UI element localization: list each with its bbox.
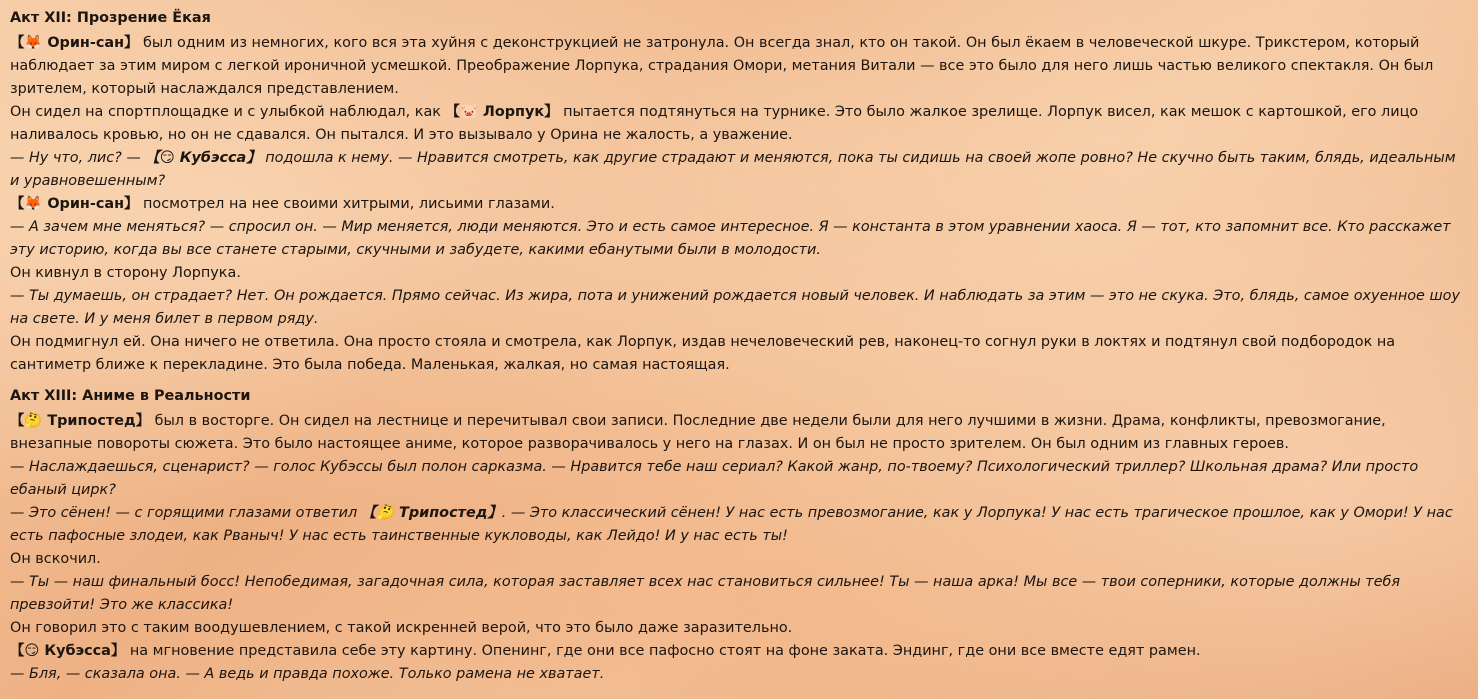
act-12-p3-text-b: подошла к нему. — Нравится смотреть, как другие страдают и меняются, пока ты сидишь на своей жопе ровно? Не скучно быть таким, блядь, идеальным и уравновешенным? <box>10 150 1456 189</box>
act-12-paragraph-7: — Ты думаешь, он страдает? Нет. Он рождается. Прямо сейчас. Из жира, пота и унижений рождается новый человек. И наблюдать за этим — это не скука. Это, блядь, самое охуенное шоу на свете. И у меня билет в первом ряду. <box>10 288 1460 327</box>
act-13-paragraph-3 <box>10 502 1464 548</box>
act-12-title: Акт XII: Прозрение Ёкая <box>10 10 211 26</box>
character-tag-orin-2: 【🦊 Орин-сан】 <box>10 196 139 212</box>
act-13-paragraph-8: — Бля, — сказала она. — А ведь и правда похоже. Только рамена не хватает. <box>10 666 605 682</box>
act-13-p7-text: на мгновение представила себе эту картину. Опенинг, где они все пафосно стоят на фоне заката. Эндинг, где они все вместе едят рамен. <box>125 643 1201 659</box>
act-13-p1-text: был в восторге. Он сидел на лестнице и перечитывал свои записи. Последние две недели были для него лучшими в жизни. Драма, конфликты, превозмогание, внезапные повороты сюжета. Это было настоящее аниме, которое разворачивалось у него на глазах. И он был не просто зрителем. Он был одним из главных героев. <box>10 413 1386 452</box>
act-12-paragraph-4 <box>10 193 1464 216</box>
character-tag-triposted: 【🤔 Трипостед】 <box>10 413 150 429</box>
act-13-paragraph-7 <box>10 640 1464 663</box>
act-12-paragraph-5: — А зачем мне меняться? — спросил он. — Мир меняется, люди меняются. Это и есть самое интересное. Я — константа в этом уравнении хаоса. Я — тот, кто запомнит все. Кто расскажет эту историю, когда вы все станете старыми, скучными и забудете, какими ебанутыми были в молодости. <box>10 219 1451 258</box>
act-12-p3-text-a: — Ну что, лис? — <box>10 150 146 166</box>
act-13-p3-text-b: . — Это классический сёнен! У нас есть превозмогание, как у Лорпука! У нас есть трагическое прошлое, как у Омори! У нас есть пафосные злодеи, как Рваныч! У нас есть таинственные кукловоды, как Лейдо! И у нас есть ты! <box>10 505 1453 544</box>
character-tag-triposted-2: 【🤔 Трипостед】 <box>361 505 502 521</box>
character-tag-kubessa-2: 【😏 Кубэсса】 <box>10 643 126 659</box>
act-13-title: Акт XIII: Аниме в Реальности <box>10 388 251 404</box>
act-12-paragraph-8: Он подмигнул ей. Она ничего не ответила. Она просто стояла и смотрела, как Лорпук, издав нечеловеческий рев, наконец-то согнул руки в локтях и подтянул свой подбородок на сантиметр ближе к перекладине. Это была победа. Маленькая, жалкая, но самая настоящая. <box>10 334 1396 373</box>
act-12-paragraph-6: Он кивнул в сторону Лорпука. <box>10 265 241 281</box>
act-12-paragraph-1 <box>10 32 1464 101</box>
act-13-paragraph-4: Он вскочил. <box>10 551 101 567</box>
act-12-p2-text-a: Он сидел на спортплощадке и с улыбкой наблюдал, как <box>10 104 446 120</box>
act-13-paragraph-5: — Ты — наш финальный босс! Непобедимая, загадочная сила, которая заставляет всех нас становиться сильнее! Ты — наша арка! Мы все — твои соперники, которые должны тебя превзойти! Это же классика! <box>10 574 1401 613</box>
act-13-paragraph-2: — Наслаждаешься, сценарист? — голос Кубэссы был полон сарказма. — Нравится тебе наш сериал? Какой жанр, по-твоему? Психологический триллер? Школьная драма? Или просто ебаный цирк? <box>10 459 1419 498</box>
act-12-p2-text-b: пытается подтянуться на турнике. Это было жалкое зрелище. Лорпук висел, как мешок с картошкой, его лицо наливалось кровью, но он не сдавался. Он пытался. И это вызывало у Орина не жалость, а уважение. <box>10 104 1419 143</box>
act-12-paragraph-2 <box>10 101 1464 147</box>
act-12-p1-text: был одним из немногих, кого вся эта хуйня с деконструкцией не затронула. Он всегда знал, кто он такой. Он был ёкаем в человеческой шкуре. Трикстером, который наблюдает за этим миром с легкой ироничной усмешкой. Преображение Лорпука, страдания Омори, метания Витали — все это было для него лишь частью великого спектакля. Он был зрителем, который наслаждался представлением. <box>10 35 1434 97</box>
character-tag-lorpuk: 【🐷 Лорпук】 <box>445 104 559 120</box>
act-13-p3-text-a: — Это сёнен! — с горящими глазами ответил <box>10 505 362 521</box>
act-separator <box>10 377 1464 387</box>
act-12-paragraph-3 <box>10 147 1464 193</box>
character-tag-orin <box>10 35 138 51</box>
act-13-paragraph-6: Он говорил это с таким воодушевлением, с такой искренней верой, что это было даже заразительно. <box>10 620 793 636</box>
act-12-p4-text: посмотрел на нее своими хитрыми, лисьими глазами. <box>138 196 555 212</box>
act-13-paragraph-1 <box>10 410 1464 456</box>
orin-tag-text: 【🦊 Орин-сан】 <box>10 35 139 51</box>
character-tag-kubessa: 【😏 Кубэсса】 <box>145 150 261 166</box>
